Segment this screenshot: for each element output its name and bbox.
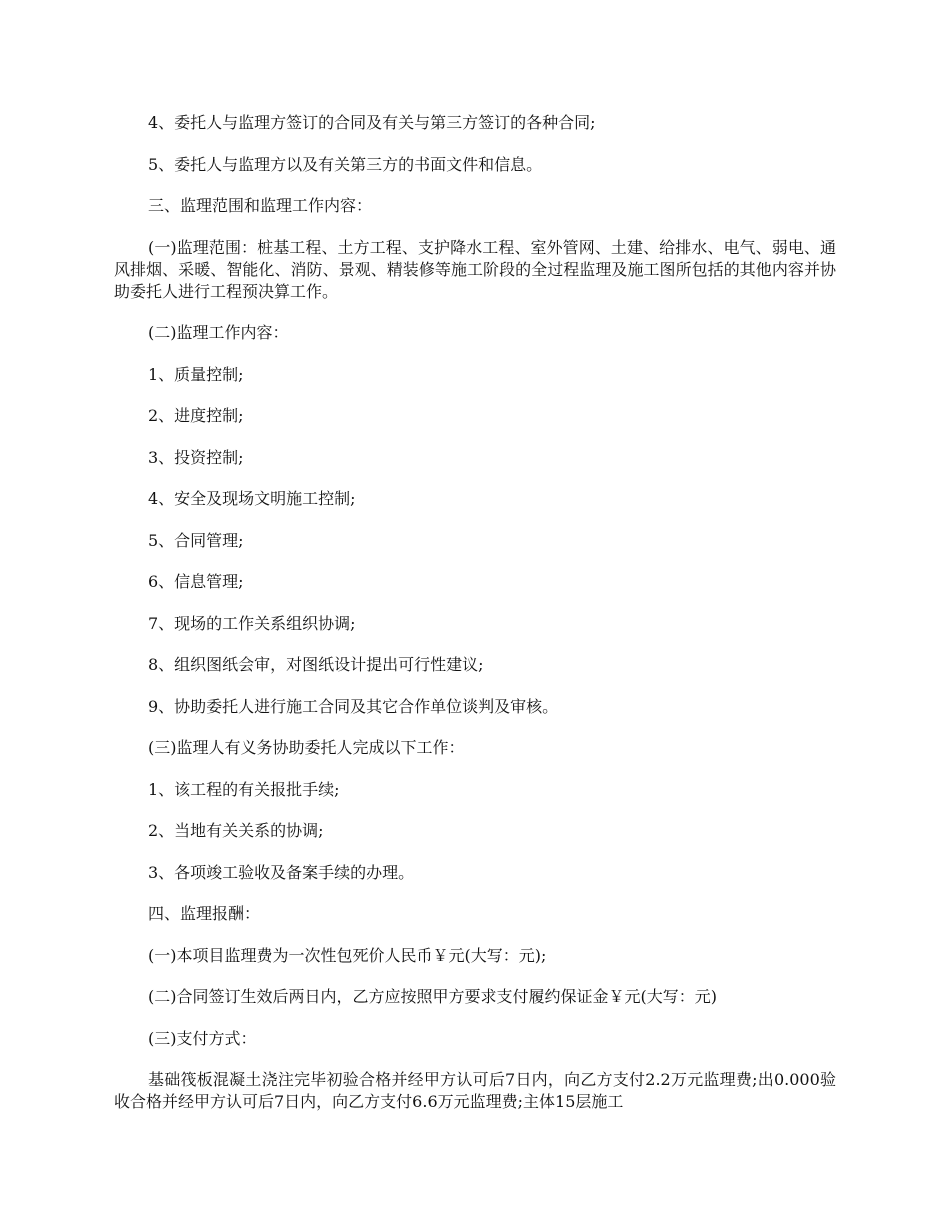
list-item: 4、安全及现场文明施工控制; [148,489,356,508]
paragraph-payment-schedule: 基础筏板混凝土浇注完毕初验合格并经甲方认可后7日内，向乙方支付2.2万元监理费;出0.000验收合格并经甲方认可后7日内，向乙方支付6.6万元监理费;主体15层施工 [114,1070,836,1111]
paragraph-supervision-fee: (一)本项目监理费为一次性包死价人民币￥元(大写：元); [148,945,547,965]
subheading-work-content: (二)监理工作内容： [148,323,289,342]
list-item: 1、该工程的有关报批手续; [148,779,340,799]
section-heading-remuneration: 四、监理报酬： [148,904,261,923]
list-item: 3、投资控制; [148,447,244,467]
list-item: 5、合同管理; [148,530,244,550]
paragraph-written-documents: 5、委托人与监理方以及有关第三方的书面文件和信息。 [148,154,543,174]
list-item: 6、信息管理; [148,572,244,591]
section-heading-scope: 三、监理范围和监理工作内容： [148,196,373,215]
list-item: 3、各项竣工验收及备案手续的办理。 [148,862,415,882]
list-item: 2、进度控制; [148,406,244,425]
list-item: 7、现场的工作关系组织协调; [148,613,356,633]
list-item: 8、组织图纸会审，对图纸设计提出可行性建议; [148,655,484,674]
subheading-assist-duties: (三)监理人有义务协助委托人完成以下工作： [148,738,465,757]
list-item: 9、协助委托人进行施工合同及其它合作单位谈判及审核。 [148,696,559,716]
document-body [114,112,836,1133]
paragraph-performance-bond: (二)合同签订生效后两日内，乙方应按照甲方要求支付履约保证金￥元(大写：元) [148,987,717,1006]
subheading-payment-method: (三)支付方式： [148,1028,257,1048]
list-item: 2、当地有关关系的协调; [148,821,324,840]
list-item: 1、质量控制; [148,364,244,384]
paragraph-contract-documents: 4、委托人与监理方签订的合同及有关与第三方签订的各种合同; [148,113,596,132]
paragraph-supervision-scope: (一)监理范围：桩基工程、土方工程、支护降水工程、室外管网、土建、给排水、电气、弱电、通风排烟、采暖、智能化、消防、景观、精装修等施工阶段的全过程监理及施工图所包括的其他内容并协助委托人进行工程预决算工作。 [114,237,836,301]
